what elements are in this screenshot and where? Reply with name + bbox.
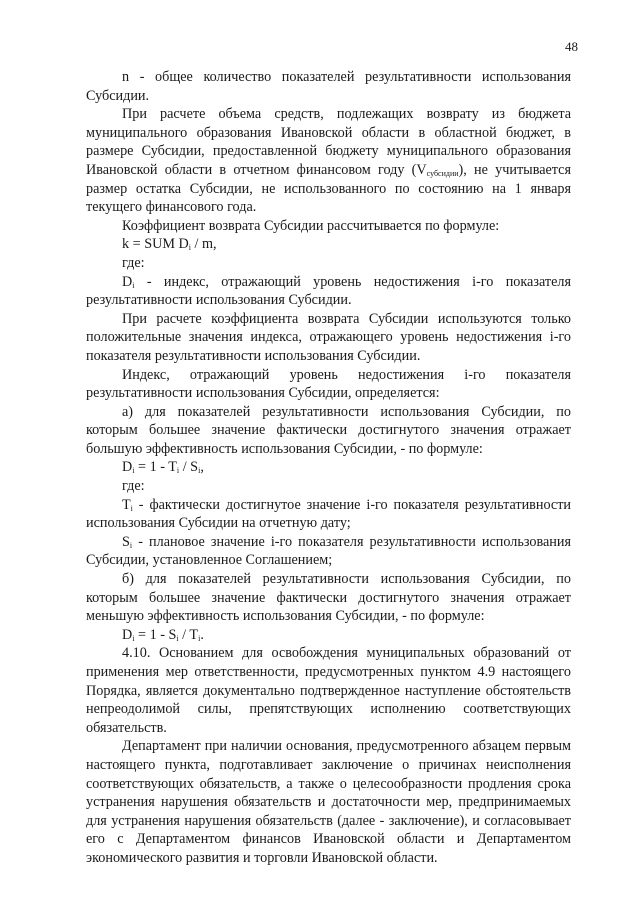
formula-di-a: $D_i = 1 - T_i / S_i$, [122,459,204,476]
paragraph-ti-definition: $T_i$ - фактически достигнутое значение i-го показателя результативности использования Субсидии на отчетную дату; [86,496,571,532]
where-label: где: [122,478,145,495]
paragraph-4-10: 4.10. Основанием для освобождения муниципальных образований от применения мер ответственности, предусмотренных пунктом 4.9 настоящего Порядка, является документально подтвержденное наступление обстоятельств непреодолимой силы, препятствующих исполнению соответствующих обязательств. [86,645,571,736]
body-text [86,68,571,868]
paragraph-department-conclusion: Департамент при наличии основания, предусмотренного абзацем первым настоящего пункта, подготавливает заключение о причинах неисполнения соответствующих обязательств, а также о целесообразности продления срока устранения нарушения обязательств и достаточности мер, предпринимаемых для устранения нарушения обязательств (далее - заключение), и согласовывает его с Департаментом финансов Ивановской области и Департаментом экономического развития и торговли Ивановской области. [86,738,571,866]
paragraph-positive-values: При расчете коэффициента возврата Субсидии используются только положительные значения индекса, отражающего уровень недостижения i-го показателя результативности использования Субсидии. [86,310,571,364]
paragraph-di-definition: $D_i$ - индекс, отражающий уровень недостижения i-го показателя результативности использования Субсидии. [86,273,571,309]
paragraph-index-determination: Индекс, отражающий уровень недостижения i-го показателя результативности использования Субсидии, определяется: [86,366,571,402]
paragraph-case-a: а) для показателей результативности использования Субсидии, по которым большее значение фактически достигнутого значения отражает большую эффективность использования Субсидии, - по формуле: [86,403,571,457]
formula-di-b: $D_i = 1 - S_i / T_i$. [122,626,204,643]
page-number: 48 [565,39,578,54]
where-label: где: [122,254,145,271]
paragraph-case-b: б) для показателей результативности использования Субсидии, по которым большее значение фактически достигнутого значения отражает меньшую эффективность использования Субсидии, - по формуле: [86,571,571,625]
formula-k: k = SUM $D_i$ / m, [122,236,217,253]
paragraph-n-definition: n - общее количество показателей результативности использования Субсидии. [86,69,571,104]
paragraph-coefficient-intro: Коэффициент возврата Субсидии рассчитывается по формуле: [122,217,500,234]
paragraph-return-volume: При расчете объема средств, подлежащих возврату из бюджета муниципального образования Ивановской области в областной бюджет, в размере Субсидии, предоставленной бюджету муниципального образования Ивановской области в отчетном финансовом году $(V_{субсидии})$, не учитывается размер остатка Субсидии, не использованного по состоянию на 1 января текущего финансового года. [86,106,571,216]
paragraph-si-definition: $S_i$ - плановое значение i-го показателя результативности использования Субсидии, установленное Соглашением; [86,533,571,569]
